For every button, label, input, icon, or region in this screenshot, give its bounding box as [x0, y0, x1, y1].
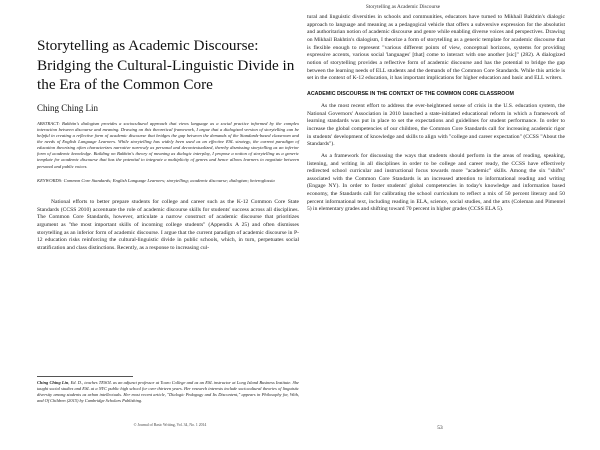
article-author: Ching Ching Lin: [37, 102, 99, 113]
intro-paragraph: National efforts to better prepare students for college and career such as the K-12 Common Core State Standards (CCSS 2010) accentuate the role of academic discourse skills for students' success across all disciplines. The Common Core Standards, however, articulate a narrow construct of academic discourse that prioritizes argument as "the most important skills of incoming college students" (Appendix A 25) and often dismisses storytelling as an inferior form of academic discourse. I argue that the current paradigm of academic discourse in P-12 education risks reinforcing the cultural-linguistic divide in public schools, which, in turn, perpetuates social stratification and class distinctions. Recently, as a response to increasing cul-: [37, 198, 299, 251]
right-column: [307, 14, 565, 214]
left-column: [37, 36, 299, 253]
section-heading: ACADEMIC DISCOURSE IN THE CONTEXT OF THE COMMON CORE CLASSROOM: [307, 90, 514, 97]
keywords: KEYWORDS: Common Core Standards; English Language Learners; storytelling; academic discourse; dialogism; heteroglossia: [37, 177, 275, 183]
footnote-text: , Ed. D., teaches TESOL as an adjunct professor at Touro College and as an ESL instructor at Long Island Business Institute. She taught social studies and ESL at a NYC public high school for over thirteen years. Her research interests include sociocultural theories of linguistic diversity among students as urban intellectuals. Her most recent article, "Dialogic Pedagogy and Its Discontent," appears in Philosophy for, With, and Of Children (2015) by Cambridge Scholars Publishing.: [37, 380, 299, 403]
footnote-divider: [37, 376, 133, 377]
article-title: Storytelling as Academic Discourse: Bridging the Cultural-Linguistic Divide in the Era of the Common Core: [37, 37, 295, 93]
body-paragraph-3: As a framework for discussing the ways that students should perform in the areas of reading, speaking, listening, and writing in all disciplines in order to be college and career ready, the CCSS have effectively redirected school curricular and instructional focus towards more "academic" skills. Among the six "shifts" associated with the Common Core Standards is an increased attention to informational reading and writing (Engage NY). In order to foster students' global competencies in today's knowledge and information based economy, the Standards call for calibrating the school curriculum to reflect a mix of 50 percent literary and 50 percent informational text, including reading in ELA, science, social studies, and the arts (Coleman and Pimentel 5) in elementary grades and shifting toward 70 percent in higher grades (CCSS ELA 5).: [307, 152, 565, 213]
body-paragraph-1: tural and linguistic diversities in schools and communities, educators have turned to Mikhail Bakhtin's dialogic approach to language and meaning as a pedagogical vehicle that offers a subversive expression for the absolutist and authoritarian notion of academic discourse and genre while enabling diverse voices and perspectives. Drawing on Mikhail Bakhtin's dialogism, I theorize a form of storytelling as a generic template for academic discourse that is flexible enough to represent "various different points of view, conceptual horizons, systems for providing expressive accents, various social 'languages' [that] come to interact with one another [sic]" (282). A dialogized notion of storytelling provides a reflective form of academic discourse and has the potential to bridge the gap between the learning needs of ELL students and the demands of the Common Core Standards. While this article is set in the context of K-12 education, it has important implications for higher education and basic and ELL writers.: [307, 14, 565, 82]
journal-citation: © Journal of Basic Writing, Vol. 34, No. 1 2014: [133, 423, 207, 427]
running-head: Storytelling as Academic Discourse: [365, 4, 441, 10]
abstract: ABSTRACT: Bakhtin's dialogism provides a sociocultural approach that views language as a social practice informed by the complex interaction between discourse and meaning. Drawing on this theoretical framework, I argue that a dialogized version of storytelling can be helpful in creating a reflective form of academic discourse that bridges the gap between the demands of the Standards-based classroom and the needs of English Language Learners. While storytelling has widely been used as an effective ESL strategy, the current paradigm of education theorizing often characterizes narrative narrowly as personal and decontextualized, thereby dismissing storytelling as an inferior form of academic knowledge. Building on Bakhtin's theory of meaning as dialogic interplay, I propose a notion of storytelling as a generic template for academic discourse that has the potential to integrate a multiplicity of genres and hence allows learners to negotiate between personal and public voices.: [37, 120, 299, 169]
author-footnote: [37, 380, 299, 404]
body-paragraph-2: As the most recent effort to address the ever-heightened sense of crisis in the U.S. education system, the National Governors' Association in 2010 launched a state-initiated educational reform in which a framework of learning standards was put in place to set the expectations and guidelines for student performance. In order to increase the global competencies of our children, the Common Core Standards call for increasing academic rigor in students' development of knowledge and skills to align with "college and career expectation" (CCSS "About the Standards").: [307, 102, 565, 148]
page-number: 53: [437, 425, 443, 431]
footnote-author-name: Ching Ching Lin: [37, 380, 69, 385]
